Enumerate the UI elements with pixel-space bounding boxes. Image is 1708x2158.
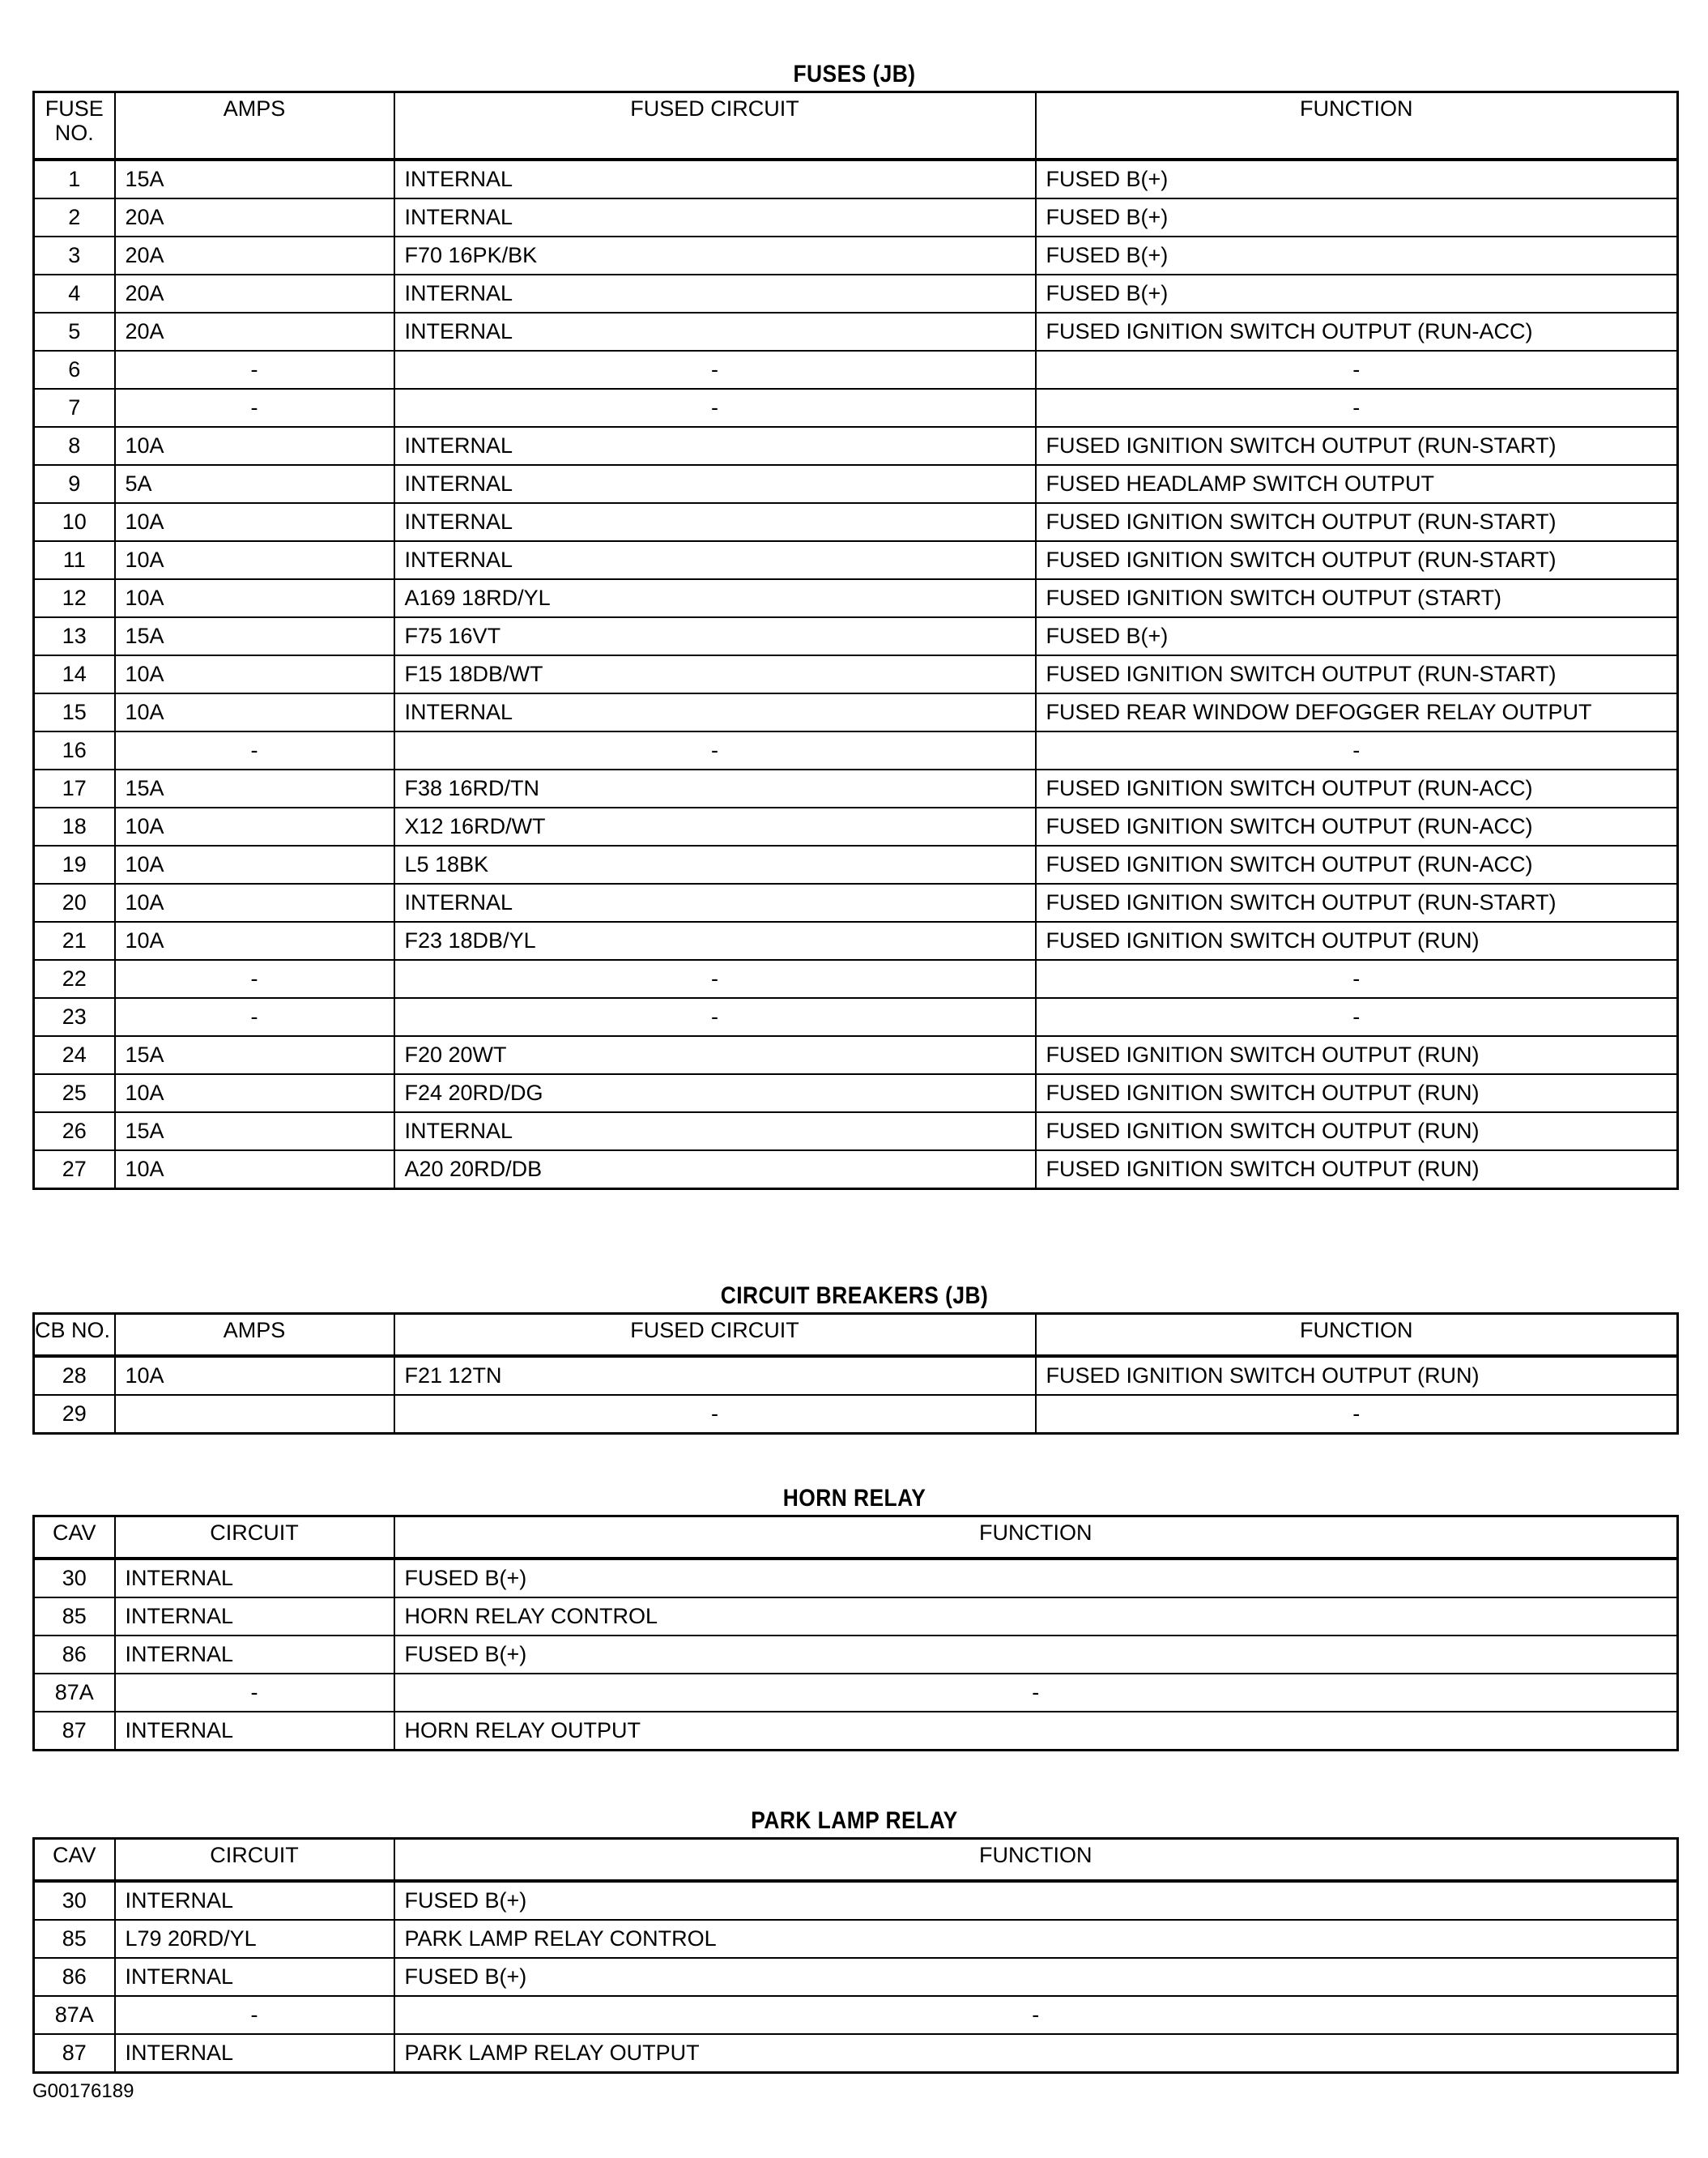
cell: 15A bbox=[115, 1112, 394, 1150]
cell: 10A bbox=[115, 884, 394, 922]
table-row bbox=[34, 1958, 1678, 1996]
row-number: 87 bbox=[34, 1712, 115, 1751]
cell: INTERNAL bbox=[394, 884, 1036, 922]
cell: 15A bbox=[115, 1036, 394, 1074]
cell: 10A bbox=[115, 655, 394, 693]
table-row bbox=[34, 1881, 1678, 1920]
header-function: FUNCTION bbox=[394, 1839, 1678, 1882]
cell: FUSED B(+) bbox=[1036, 198, 1678, 237]
cell: L5 18BK bbox=[394, 846, 1036, 884]
breakers-section bbox=[32, 1280, 1676, 1435]
cell: - bbox=[394, 731, 1036, 770]
table-row bbox=[34, 427, 1678, 465]
table-row bbox=[34, 1597, 1678, 1636]
cell: FUSED IGNITION SWITCH OUTPUT (RUN-START) bbox=[1036, 884, 1678, 922]
table-row bbox=[34, 1920, 1678, 1958]
cell: FUSED B(+) bbox=[1036, 275, 1678, 313]
table-row bbox=[34, 1395, 1678, 1434]
cell: 10A bbox=[115, 1074, 394, 1112]
cell: - bbox=[115, 960, 394, 998]
header-circuit: CIRCUIT bbox=[115, 1839, 394, 1882]
cell: - bbox=[1036, 351, 1678, 389]
cell: INTERNAL bbox=[394, 541, 1036, 579]
cell: INTERNAL bbox=[115, 1559, 394, 1597]
cell: 10A bbox=[115, 503, 394, 541]
header-fuse-no: FUSE NO. bbox=[34, 92, 115, 160]
row-number: 20 bbox=[34, 884, 115, 922]
cell: INTERNAL bbox=[394, 313, 1036, 351]
cell: 10A bbox=[115, 427, 394, 465]
cell: INTERNAL bbox=[394, 275, 1036, 313]
cell: X12 16RD/WT bbox=[394, 808, 1036, 846]
row-number: 25 bbox=[34, 1074, 115, 1112]
cell: INTERNAL bbox=[394, 465, 1036, 503]
cell: 15A bbox=[115, 770, 394, 808]
cell: - bbox=[1036, 1395, 1678, 1434]
cell: F75 16VT bbox=[394, 617, 1036, 655]
cell: FUSED IGNITION SWITCH OUTPUT (RUN) bbox=[1036, 1356, 1678, 1395]
park-rows bbox=[34, 1881, 1678, 2073]
cell: FUSED IGNITION SWITCH OUTPUT (RUN) bbox=[1036, 1150, 1678, 1189]
row-number: 11 bbox=[34, 541, 115, 579]
row-number: 26 bbox=[34, 1112, 115, 1150]
cell: FUSED IGNITION SWITCH OUTPUT (RUN-ACC) bbox=[1036, 846, 1678, 884]
row-number: 3 bbox=[34, 237, 115, 275]
cell: - bbox=[115, 998, 394, 1036]
park-title: PARK LAMP RELAY bbox=[751, 1807, 958, 1834]
table-row bbox=[34, 1074, 1678, 1112]
fuses-table bbox=[32, 91, 1679, 1190]
cell: HORN RELAY CONTROL bbox=[394, 1597, 1678, 1636]
table-row bbox=[34, 1636, 1678, 1674]
table-row bbox=[34, 884, 1678, 922]
table-row bbox=[34, 1559, 1678, 1597]
row-number: 8 bbox=[34, 427, 115, 465]
cell: FUSED B(+) bbox=[1036, 237, 1678, 275]
row-number: 18 bbox=[34, 808, 115, 846]
cell: F24 20RD/DG bbox=[394, 1074, 1036, 1112]
cell: 10A bbox=[115, 922, 394, 960]
header-amps: AMPS bbox=[115, 92, 394, 160]
cell: INTERNAL bbox=[115, 1636, 394, 1674]
cell: INTERNAL bbox=[115, 1881, 394, 1920]
cell: INTERNAL bbox=[394, 693, 1036, 731]
row-number: 28 bbox=[34, 1356, 115, 1395]
row-number: 1 bbox=[34, 160, 115, 198]
table-row bbox=[34, 1996, 1678, 2034]
cell: INTERNAL bbox=[394, 427, 1036, 465]
cell: INTERNAL bbox=[394, 503, 1036, 541]
header-cb-no: CB NO. bbox=[34, 1314, 115, 1357]
row-number: 2 bbox=[34, 198, 115, 237]
cell: - bbox=[115, 1996, 394, 2034]
cell: L79 20RD/YL bbox=[115, 1920, 394, 1958]
cell: - bbox=[115, 389, 394, 427]
cell: A20 20RD/DB bbox=[394, 1150, 1036, 1189]
table-row bbox=[34, 2034, 1678, 2073]
table-row bbox=[34, 998, 1678, 1036]
cell: INTERNAL bbox=[394, 160, 1036, 198]
cell: - bbox=[394, 389, 1036, 427]
row-number: 17 bbox=[34, 770, 115, 808]
header-cav: CAV bbox=[34, 1516, 115, 1559]
horn-table bbox=[32, 1515, 1679, 1751]
table-row bbox=[34, 922, 1678, 960]
row-number: 87A bbox=[34, 1674, 115, 1712]
cell: FUSED IGNITION SWITCH OUTPUT (RUN-START) bbox=[1036, 541, 1678, 579]
table-row bbox=[34, 1712, 1678, 1751]
cell: FUSED IGNITION SWITCH OUTPUT (RUN-START) bbox=[1036, 503, 1678, 541]
table-row bbox=[34, 846, 1678, 884]
breakers-table bbox=[32, 1312, 1679, 1435]
row-number: 6 bbox=[34, 351, 115, 389]
row-number: 19 bbox=[34, 846, 115, 884]
header-function: FUNCTION bbox=[1036, 1314, 1678, 1357]
cell: - bbox=[394, 960, 1036, 998]
cell: FUSED IGNITION SWITCH OUTPUT (RUN) bbox=[1036, 1036, 1678, 1074]
table-row bbox=[34, 541, 1678, 579]
row-number: 30 bbox=[34, 1559, 115, 1597]
table-row bbox=[34, 160, 1678, 198]
cell: HORN RELAY OUTPUT bbox=[394, 1712, 1678, 1751]
table-row bbox=[34, 1112, 1678, 1150]
row-number: 5 bbox=[34, 313, 115, 351]
header-cav: CAV bbox=[34, 1839, 115, 1882]
table-row bbox=[34, 503, 1678, 541]
cell: - bbox=[1036, 960, 1678, 998]
park-header-row bbox=[34, 1839, 1678, 1882]
cell: 10A bbox=[115, 1356, 394, 1395]
row-number: 9 bbox=[34, 465, 115, 503]
cell: 20A bbox=[115, 237, 394, 275]
park-table bbox=[32, 1837, 1679, 2074]
cell: 10A bbox=[115, 808, 394, 846]
cell: INTERNAL bbox=[115, 1712, 394, 1751]
cell: FUSED IGNITION SWITCH OUTPUT (START) bbox=[1036, 579, 1678, 617]
cell: FUSED IGNITION SWITCH OUTPUT (RUN) bbox=[1036, 922, 1678, 960]
header-fused-circuit: FUSED CIRCUIT bbox=[394, 1314, 1036, 1357]
park-section bbox=[32, 1805, 1676, 2074]
row-number: 85 bbox=[34, 1920, 115, 1958]
row-number: 27 bbox=[34, 1150, 115, 1189]
cell: 10A bbox=[115, 693, 394, 731]
row-number: 30 bbox=[34, 1881, 115, 1920]
cell: FUSED IGNITION SWITCH OUTPUT (RUN) bbox=[1036, 1074, 1678, 1112]
fuses-rows bbox=[34, 160, 1678, 1189]
cell bbox=[115, 1395, 394, 1434]
row-number: 22 bbox=[34, 960, 115, 998]
row-number: 16 bbox=[34, 731, 115, 770]
cell: FUSED B(+) bbox=[394, 1559, 1678, 1597]
header-circuit: CIRCUIT bbox=[115, 1516, 394, 1559]
horn-rows bbox=[34, 1559, 1678, 1751]
horn-section bbox=[32, 1482, 1676, 1751]
row-number: 86 bbox=[34, 1636, 115, 1674]
cell: - bbox=[1036, 731, 1678, 770]
table-row bbox=[34, 579, 1678, 617]
header-fused-circuit: FUSED CIRCUIT bbox=[394, 92, 1036, 160]
cell: 20A bbox=[115, 313, 394, 351]
cell: F38 16RD/TN bbox=[394, 770, 1036, 808]
table-row bbox=[34, 351, 1678, 389]
row-number: 4 bbox=[34, 275, 115, 313]
cell: FUSED B(+) bbox=[394, 1958, 1678, 1996]
cell: FUSED B(+) bbox=[394, 1881, 1678, 1920]
cell: 10A bbox=[115, 541, 394, 579]
cell: FUSED IGNITION SWITCH OUTPUT (RUN-START) bbox=[1036, 427, 1678, 465]
figure-code: G00176189 bbox=[32, 2080, 134, 2102]
breakers-rows bbox=[34, 1356, 1678, 1434]
cell: F15 18DB/WT bbox=[394, 655, 1036, 693]
row-number: 86 bbox=[34, 1958, 115, 1996]
table-row bbox=[34, 1674, 1678, 1712]
row-number: 15 bbox=[34, 693, 115, 731]
cell: - bbox=[394, 1395, 1036, 1434]
cell: - bbox=[115, 351, 394, 389]
table-row bbox=[34, 693, 1678, 731]
cell: - bbox=[394, 998, 1036, 1036]
table-row bbox=[34, 770, 1678, 808]
row-number: 87 bbox=[34, 2034, 115, 2073]
cell: FUSED B(+) bbox=[394, 1636, 1678, 1674]
cell: INTERNAL bbox=[115, 1958, 394, 1996]
header-function: FUNCTION bbox=[394, 1516, 1678, 1559]
fuses-header-row bbox=[34, 92, 1678, 160]
row-number: 10 bbox=[34, 503, 115, 541]
cell: 5A bbox=[115, 465, 394, 503]
horn-title: HORN RELAY bbox=[782, 1485, 926, 1512]
cell: - bbox=[394, 351, 1036, 389]
fuses-title: FUSES (JB) bbox=[793, 61, 916, 87]
cell: PARK LAMP RELAY CONTROL bbox=[394, 1920, 1678, 1958]
table-row bbox=[34, 313, 1678, 351]
cell: FUSED IGNITION SWITCH OUTPUT (RUN-ACC) bbox=[1036, 770, 1678, 808]
table-row bbox=[34, 198, 1678, 237]
row-number: 12 bbox=[34, 579, 115, 617]
cell: 10A bbox=[115, 1150, 394, 1189]
table-row bbox=[34, 808, 1678, 846]
cell: INTERNAL bbox=[115, 2034, 394, 2073]
cell: FUSED REAR WINDOW DEFOGGER RELAY OUTPUT bbox=[1036, 693, 1678, 731]
row-number: 23 bbox=[34, 998, 115, 1036]
table-row bbox=[34, 1150, 1678, 1189]
cell: 15A bbox=[115, 160, 394, 198]
breakers-title: CIRCUIT BREAKERS (JB) bbox=[720, 1282, 989, 1309]
cell: 15A bbox=[115, 617, 394, 655]
table-row bbox=[34, 275, 1678, 313]
cell: F23 18DB/YL bbox=[394, 922, 1036, 960]
cell: FUSED IGNITION SWITCH OUTPUT (RUN-ACC) bbox=[1036, 808, 1678, 846]
row-number: 21 bbox=[34, 922, 115, 960]
cell: 20A bbox=[115, 198, 394, 237]
cell: F21 12TN bbox=[394, 1356, 1036, 1395]
row-number: 24 bbox=[34, 1036, 115, 1074]
cell: F70 16PK/BK bbox=[394, 237, 1036, 275]
cell: - bbox=[1036, 389, 1678, 427]
table-row bbox=[34, 237, 1678, 275]
table-row bbox=[34, 389, 1678, 427]
table-row bbox=[34, 960, 1678, 998]
cell: 20A bbox=[115, 275, 394, 313]
cell: A169 18RD/YL bbox=[394, 579, 1036, 617]
cell: - bbox=[394, 1674, 1678, 1712]
cell: FUSED HEADLAMP SWITCH OUTPUT bbox=[1036, 465, 1678, 503]
row-number: 85 bbox=[34, 1597, 115, 1636]
cell: - bbox=[1036, 998, 1678, 1036]
header-function: FUNCTION bbox=[1036, 92, 1678, 160]
cell: FUSED B(+) bbox=[1036, 617, 1678, 655]
table-row bbox=[34, 465, 1678, 503]
row-number: 87A bbox=[34, 1996, 115, 2034]
cell: FUSED IGNITION SWITCH OUTPUT (RUN) bbox=[1036, 1112, 1678, 1150]
cell: INTERNAL bbox=[394, 198, 1036, 237]
row-number: 7 bbox=[34, 389, 115, 427]
cell: INTERNAL bbox=[115, 1597, 394, 1636]
cell: FUSED IGNITION SWITCH OUTPUT (RUN-START) bbox=[1036, 655, 1678, 693]
cell: F20 20WT bbox=[394, 1036, 1036, 1074]
cell: FUSED B(+) bbox=[1036, 160, 1678, 198]
cell: - bbox=[394, 1996, 1678, 2034]
table-row bbox=[34, 617, 1678, 655]
table-row bbox=[34, 731, 1678, 770]
cell: PARK LAMP RELAY OUTPUT bbox=[394, 2034, 1678, 2073]
cell: - bbox=[115, 731, 394, 770]
cell: 10A bbox=[115, 846, 394, 884]
header-amps: AMPS bbox=[115, 1314, 394, 1357]
cell: - bbox=[115, 1674, 394, 1712]
breakers-header-row bbox=[34, 1314, 1678, 1357]
table-row bbox=[34, 1356, 1678, 1395]
table-row bbox=[34, 655, 1678, 693]
row-number: 13 bbox=[34, 617, 115, 655]
row-number: 14 bbox=[34, 655, 115, 693]
fuses-section bbox=[32, 58, 1676, 1190]
row-number: 29 bbox=[34, 1395, 115, 1434]
cell: 10A bbox=[115, 579, 394, 617]
table-row bbox=[34, 1036, 1678, 1074]
cell: FUSED IGNITION SWITCH OUTPUT (RUN-ACC) bbox=[1036, 313, 1678, 351]
cell: INTERNAL bbox=[394, 1112, 1036, 1150]
horn-header-row bbox=[34, 1516, 1678, 1559]
